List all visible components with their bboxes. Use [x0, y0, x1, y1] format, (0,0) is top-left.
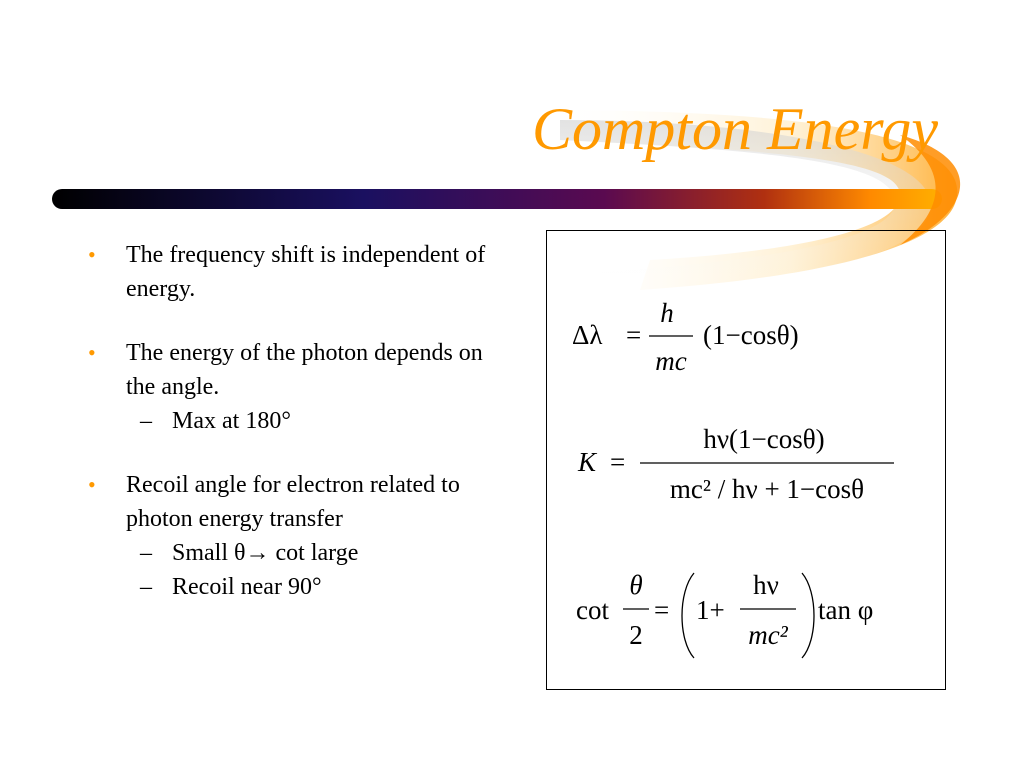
sub-bullet-text: Recoil near 90° [172, 574, 322, 600]
eq2-lhs: K [578, 447, 597, 477]
eq1-denominator: mc [655, 346, 687, 376]
bullet-dot-icon: • [88, 472, 96, 497]
sub-bullet-item [88, 404, 518, 438]
sub-bullet-text: Max at 180° [172, 408, 291, 434]
eq3-lhs-numerator: θ [629, 570, 643, 600]
slide-title: Compton Energy [531, 96, 938, 162]
equations-panel [546, 230, 946, 690]
eq3-lhs-denominator: 2 [629, 620, 643, 650]
sub-bullet-text: Small θ→ cot large [172, 540, 359, 566]
bullet-text: The frequency shift is independent of energy. [126, 242, 486, 302]
bullet-dot-icon: • [88, 340, 96, 365]
sub-bullet-dash-icon: – [140, 574, 152, 600]
eq1-lhs: Δλ [572, 320, 603, 350]
eq3-left-paren [682, 573, 694, 658]
bullet-dot-icon: • [88, 242, 96, 267]
eq3-numerator: hν [753, 570, 779, 600]
bullet-text: The energy of the photon depends on the angle. [126, 340, 483, 400]
eq1-tail: (1−cosθ) [703, 320, 799, 350]
sub-bullet-dash-icon: – [140, 408, 152, 434]
eq2-equals: = [610, 447, 626, 477]
eq3-equals: = [654, 595, 670, 625]
sub-bullet-item [88, 570, 518, 604]
bullet-item [88, 468, 518, 604]
eq1-numerator: h [660, 298, 674, 328]
eq3-denominator: mc² [748, 620, 788, 650]
eq2-denominator: mc² / hν + 1−cosθ [669, 474, 865, 504]
eq1-equals: = [626, 320, 642, 350]
eq3-right-paren [802, 573, 814, 658]
sub-bullet-dash-icon: – [140, 540, 152, 566]
eq3-tail: tan φ [818, 595, 874, 625]
equation-wavelength-shift [572, 298, 799, 376]
eq3-lhs: cot [576, 595, 609, 625]
bullet-text: Recoil angle for electron related to photon energy transfer [126, 472, 460, 532]
sub-bullet-item [88, 536, 518, 570]
bullet-list [88, 238, 518, 634]
eq2-numerator: hν(1−cosθ) [703, 424, 825, 454]
equation-recoil-angle [576, 570, 873, 658]
bullet-item [88, 336, 518, 438]
equation-kinetic-energy [577, 424, 894, 504]
eq3-one-plus: 1+ [696, 595, 725, 625]
bullet-item [88, 238, 518, 306]
